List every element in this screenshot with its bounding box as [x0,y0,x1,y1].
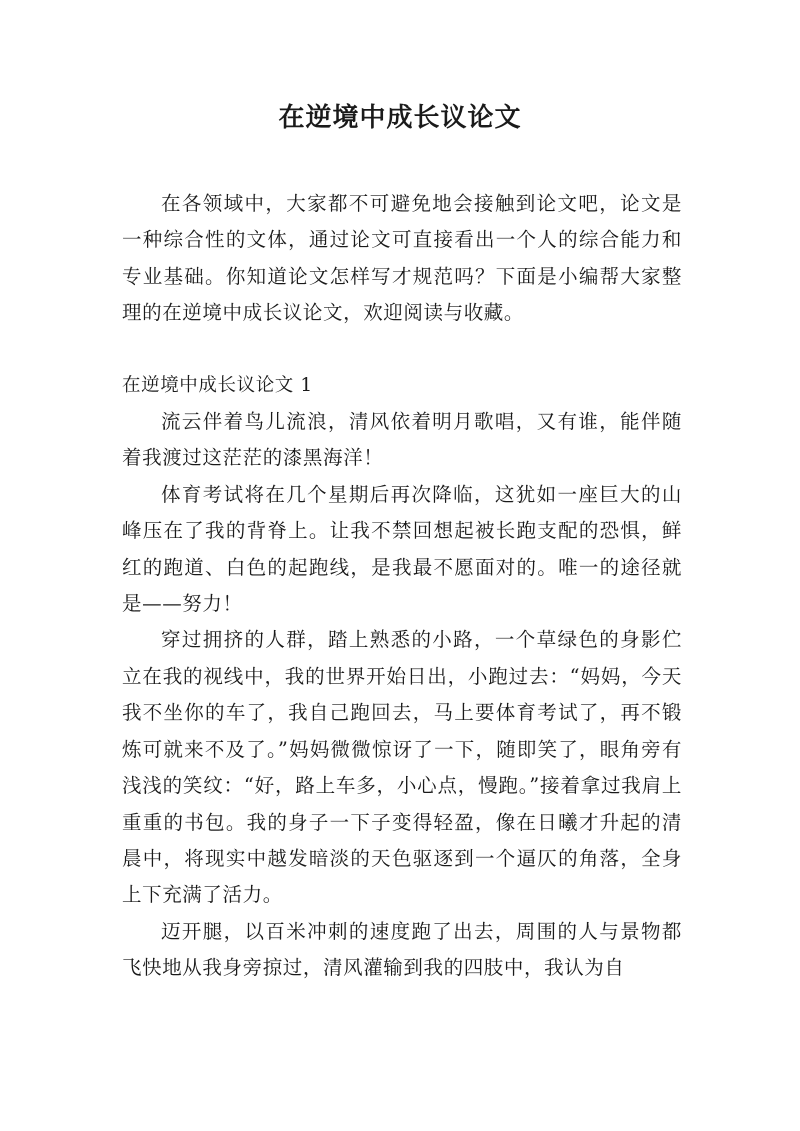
body-paragraph: 体育考试将在几个星期后再次降临，这犹如一座巨大的山峰压在了我的背脊上。让我不禁回想起被长跑支配的恐惧，鲜红的跑道、白色的起跑线，是我最不愿面对的。唯一的途径就是——努力！ [122,482,682,616]
document-title: 在逆境中成长议论文 [278,103,522,133]
body-paragraph: 迈开腿，以百米冲刺的速度跑了出去，周围的人与景物都飞快地从我身旁掠过，清风灌输到我的四肢中，我认为自 [122,919,682,980]
document-body [122,186,682,987]
body-paragraph: 流云伴着鸟儿流浪，清风依着明月歌唱，又有谁，能伴随着我渡过这茫茫的漆黑海洋！ [122,410,682,470]
intro-paragraph: 在各领域中，大家都不可避免地会接触到论文吧，论文是一种综合性的文体，通过论文可直接看出一个人的综合能力和专业基础。你知道论文怎样写才规范吗？下面是小编帮大家整理的在逆境中成长议论文，欢迎阅读与收藏。 [122,192,682,325]
section-heading: 在逆境中成长议论文 1 [122,374,313,396]
body-paragraph: 穿过拥挤的人群，踏上熟悉的小路，一个草绿色的身影伫立在我的视线中，我的世界开始日出，小跑过去：“妈妈，今天我不坐你的车了，我自己跑回去，马上要体育考试了，再不锻炼可就来不及了。”妈妈微微惊讶了一下，随即笑了，眼角旁有浅浅的笑纹：“好，路上车多，小心点，慢跑。”接着拿过我肩上重重的书包。我的身子一下子变得轻盈，像在日曦才升起的清晨中，将现实中越发暗淡的天色驱逐到一个逼仄的角落，全身上下充满了活力。 [122,628,682,907]
